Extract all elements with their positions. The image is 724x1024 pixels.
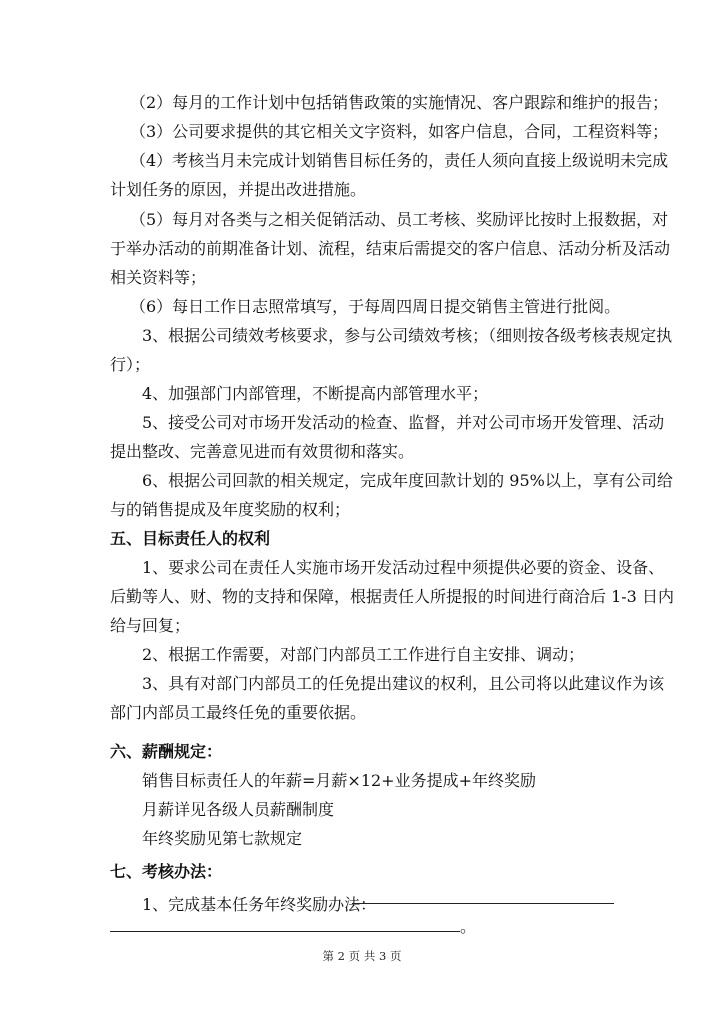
text-line: 4、加强部门内部管理，不断提高内部管理水平； bbox=[142, 384, 489, 403]
text-line: （5）每月对各类与之相关促销活动、员工考核、奖励评比按时上报数据，对 bbox=[130, 210, 669, 229]
text-line: 月薪详见各级人员薪酬制度 bbox=[142, 800, 335, 819]
text-line: （3）公司要求提供的其它相关文字资料，如客户信息，合同，工程资料等； bbox=[130, 122, 669, 141]
text-line: 1、要求公司在责任人实施市场开发活动过程中须提供必要的资金、设备、 bbox=[142, 558, 665, 577]
text-line: （4）考核当月未完成计划销售目标任务的，责任人须向直接上级说明未完成 bbox=[130, 151, 669, 170]
text-line: 相关资料等； bbox=[110, 268, 207, 287]
text-line: 3、根据公司绩效考核要求，参与公司绩效考核；（细则按各级考核表规定执 bbox=[142, 326, 673, 345]
text-line: 提出整改、完善意见进而有效贯彻和落实。 bbox=[110, 442, 415, 461]
section-heading: 七、考核办法： bbox=[110, 862, 223, 881]
text-line: （2）每月的工作计划中包括销售政策的实施情况、客户跟踪和维护的报告； bbox=[130, 93, 669, 112]
text-line: 6、根据公司回款的相关规定，完成年度回款计划的 95%以上，享有公司给 bbox=[142, 471, 673, 490]
text-line: 给与回复； bbox=[110, 616, 191, 635]
text-line: 部门内部员工最终任免的重要依据。 bbox=[110, 703, 367, 722]
text-line: 后勤等人、财、物的支持和保障，根据责任人所提报的时间进行商洽后 1-3 日内 bbox=[110, 587, 674, 606]
text-line: 销售目标责任人的年薪=月薪×12+业务提成+年终奖励 bbox=[142, 771, 536, 790]
text-line: 。 bbox=[460, 917, 477, 936]
page-number-footer: 第 2 页 共 3 页 bbox=[322, 949, 402, 963]
text-line: 与的销售提成及年度奖励的权利； bbox=[110, 500, 351, 519]
fill-in-blank-line bbox=[352, 903, 614, 904]
text-line: 行）； bbox=[110, 355, 151, 374]
text-line: 5、接受公司对市场开发活动的检查、监督，并对公司市场开发管理、活动 bbox=[142, 413, 665, 432]
section-heading: 六、薪酬规定： bbox=[110, 742, 223, 761]
text-line: 2、根据工作需要，对部门内部员工工作进行自主安排、调动； bbox=[142, 645, 585, 664]
text-line: 计划任务的原因，并提出改进措施。 bbox=[110, 180, 367, 199]
text-line: （6）每日工作日志照常填写，于每周四周日提交销售主管进行批阅。 bbox=[130, 297, 621, 316]
text-line: 1、完成基本任务年终奖励办法： bbox=[142, 895, 377, 914]
section-heading: 五、目标责任人的权利 bbox=[110, 529, 271, 548]
text-line: 3、具有对部门内部员工的任免提出建议的权利，且公司将以此建议作为该 bbox=[142, 674, 665, 693]
text-line: 年终奖励见第七款规定 bbox=[142, 829, 303, 848]
text-line: 于举办活动的前期准备计划、流程，结束后需提交的客户信息、活动分析及活动 bbox=[110, 239, 671, 258]
fill-in-blank-line bbox=[110, 931, 460, 932]
